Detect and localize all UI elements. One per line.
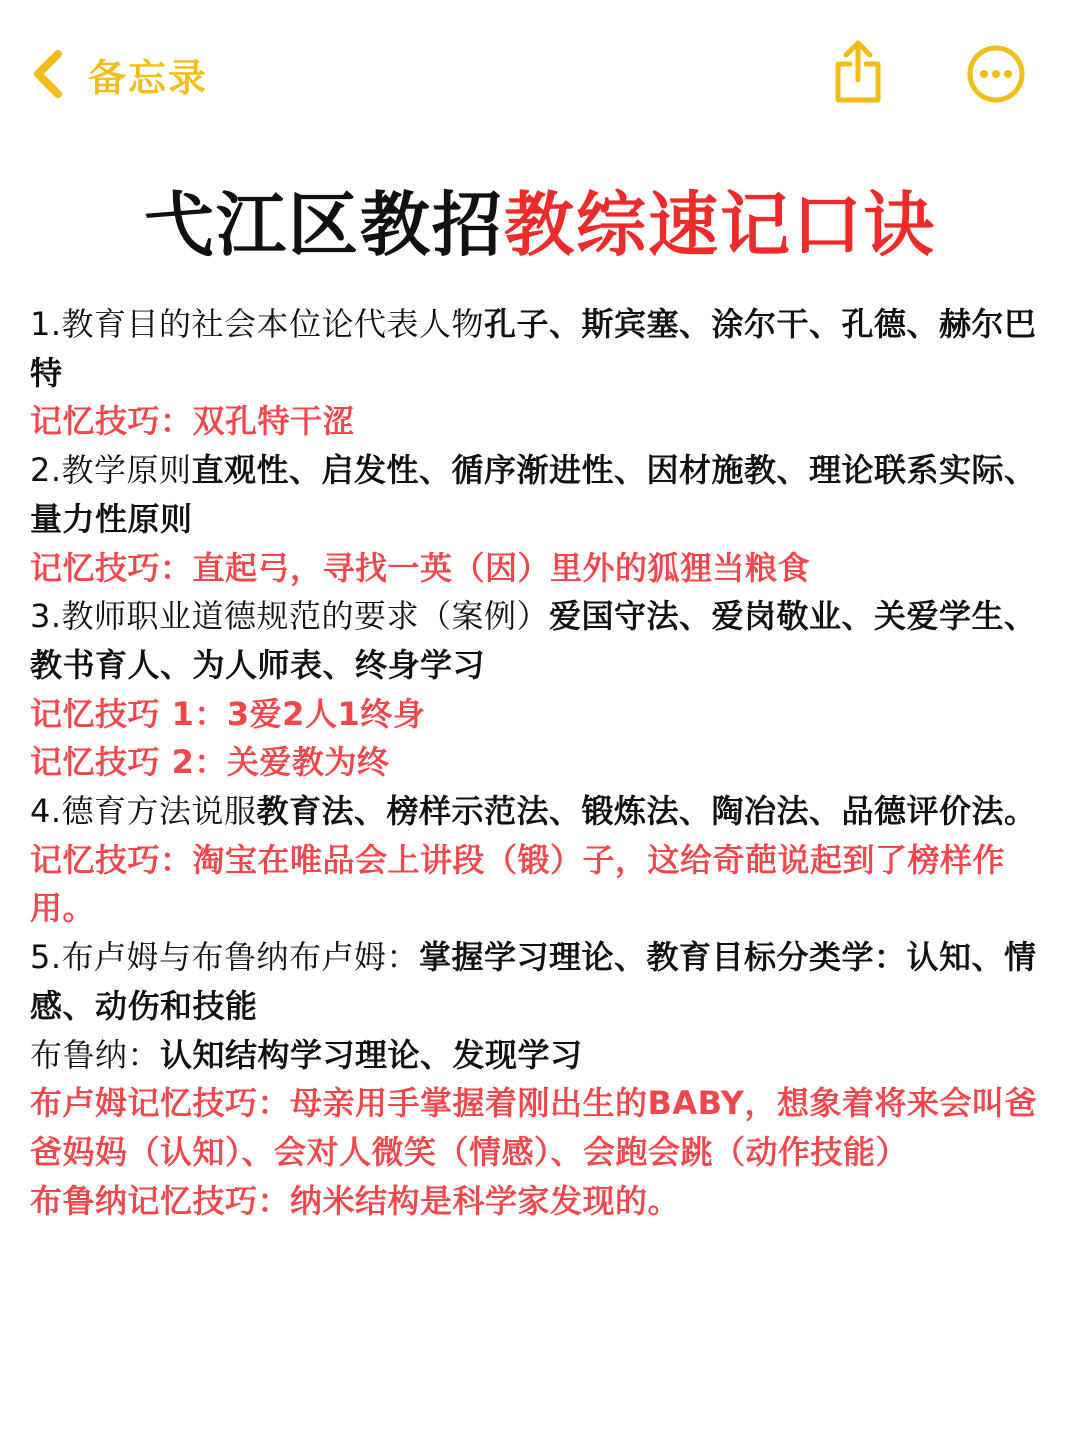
item-key-points: 教育法、榜样示范法、锻炼法、陶冶法、品德评价法。	[256, 792, 1037, 831]
back-label: 备忘录	[88, 55, 209, 100]
item-1	[30, 300, 1052, 397]
memory-tip: 布卢姆记忆技巧：母亲用手掌握着刚出生的BABY，想象着将来会叫爸爸妈妈（认知）、会对人微笑（情感）、会跑会跳（动作技能）	[30, 1084, 1037, 1171]
chevron-left-icon	[28, 48, 68, 100]
item-key-points: 爱国守法、爱岗敬业、关爱学生、教书育人、为人师表、终身学习	[30, 597, 1037, 684]
share-icon[interactable]	[830, 38, 886, 106]
memory-tip: 记忆技巧 2：关爱教为终	[30, 743, 390, 782]
item-lead: 2.教学原则	[30, 451, 192, 490]
item-sub-lead: 布鲁纳：	[30, 1035, 161, 1074]
memory-tip: 记忆技巧 1：3爱2人1终身	[30, 694, 426, 733]
item-3	[30, 592, 1052, 689]
memory-tip: 记忆技巧：双孔特干涩	[30, 402, 356, 441]
item-lead: 4.德育方法说服	[30, 792, 257, 831]
note-body	[30, 300, 1052, 1225]
back-button[interactable]	[28, 44, 208, 104]
item-key-points: 孔子、斯宾塞、涂尔干、孔德、赫尔巴特	[30, 305, 1037, 392]
item-5	[30, 933, 1052, 1030]
title-part2: 教综速记口诀	[504, 184, 936, 266]
item-lead: 1.教育目的社会本位论代表人物	[30, 305, 485, 343]
item-sub-key-points: 认知结构学习理论、发现学习	[160, 1035, 583, 1074]
page-title	[0, 180, 1080, 270]
item-5-sub	[30, 1031, 1052, 1080]
item-key-points: 掌握学习理论、教育目标分类学：认知、情感、动伤和技能	[30, 938, 1037, 1025]
navigation-bar	[0, 0, 1080, 150]
item-2	[30, 446, 1052, 543]
item-lead: 3.教师职业道德规范的要求（案例）	[30, 597, 550, 636]
more-icon[interactable]	[966, 44, 1026, 104]
item-lead: 5.布卢姆与布鲁纳布卢姆：	[30, 938, 420, 977]
item-key-points: 直观性、启发性、循序渐进性、因材施教、理论联系实际、量力性原则	[30, 451, 1037, 538]
title-part1: 弋江区教招	[144, 184, 504, 266]
item-4	[30, 787, 1052, 836]
memory-tip: 记忆技巧：淘宝在唯品会上讲段（锻）子，这给奇葩说起到了榜样作用。	[30, 840, 1006, 928]
memory-tip: 布鲁纳记忆技巧：纳米结构是科学家发现的。	[30, 1181, 681, 1220]
memory-tip: 记忆技巧：直起弓，寻找一英（因）里外的狐狸当粮食	[30, 548, 811, 587]
